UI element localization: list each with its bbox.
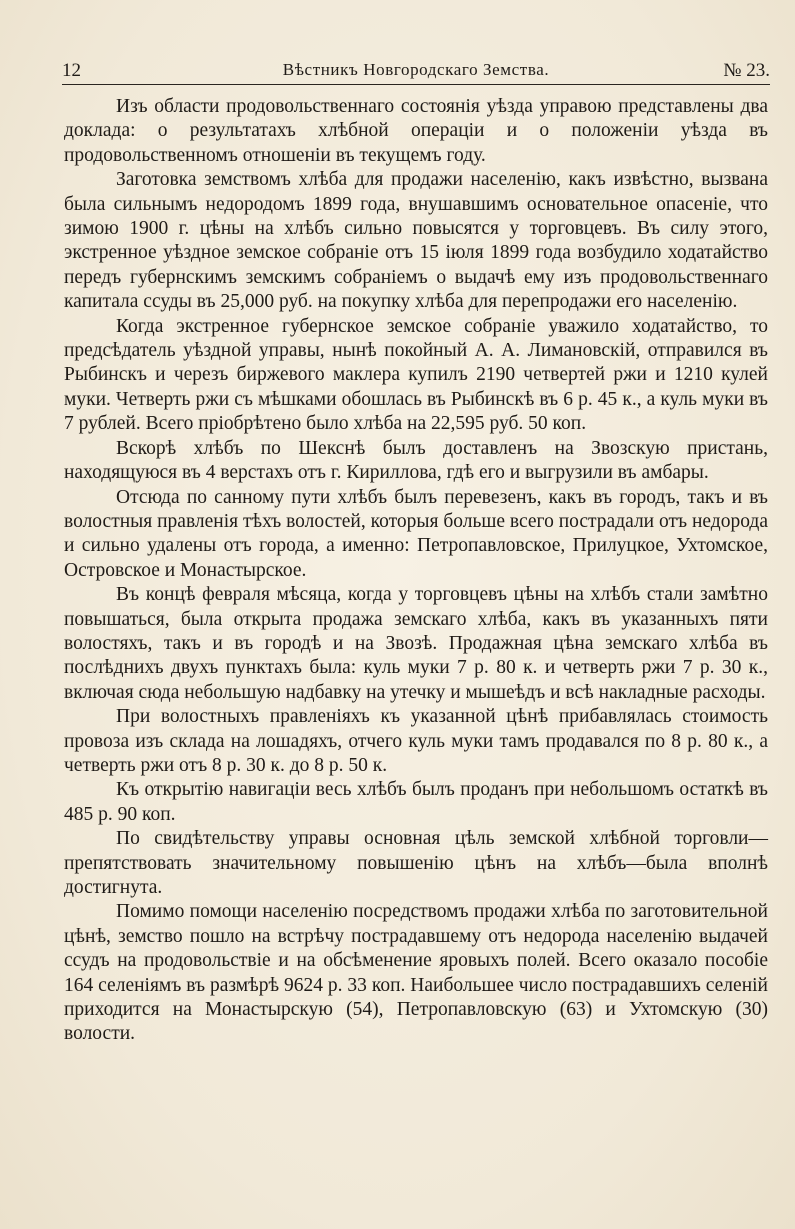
journal-title: Вѣстникъ Новгородскаго Земства. (282, 60, 550, 79)
paragraph: Отсюда по санному пути хлѣбъ былъ перевезенъ, какъ въ городъ, такъ и въ волостныя правленія тѣхъ волостей, которыя больше всего пострадали отъ недорода и сильно удалены отъ города, а именно: Петропавловское, Прилуцкое, Ухтомское, Островское и Монастырское. (64, 486, 768, 581)
paragraph: Къ открытію навигаціи весь хлѣбъ былъ проданъ при небольшомъ остаткѣ въ 485 р. 90 коп. (64, 779, 768, 825)
paragraph: Вскорѣ хлѣбъ по Шекснѣ былъ доставленъ на Звозскую пристань, находящуюся въ 4 верстахъ отъ г. Кириллова, гдѣ его и выгрузили въ амбары. (64, 437, 768, 484)
paragraph: Заготовка земствомъ хлѣба для продажи населенію, какъ извѣстно, вызвана была сильнымъ недородомъ 1899 года, внушавшимъ основательное опасеніе, что зимою 1900 г. цѣны на хлѣбъ сильно повысятся у торговцевъ. Въ силу этого, экстренное уѣздное земское собраніе отъ 15 іюля 1899 года возбудило ходатайство передъ губернскимъ земскимъ собраніемъ о выдачѣ ему изъ продовольственнаго капитала ссуды въ 25,000 руб. на покупку хлѣба для перепродажи его населенію. (64, 169, 768, 313)
paragraph: При волостныхъ правленіяхъ къ указанной цѣнѣ прибавлялась стоимость провоза изъ склада на лошадяхъ, отчего куль муки тамъ продавался по 8 р. 80 к., а четверть ржи отъ 8 р. 30 к. до 8 р. 50 к. (64, 706, 768, 776)
page-number: 12 (62, 60, 81, 81)
paragraph: Изъ области продовольственнаго состоянія уѣзда управою представлены два доклада: о результатахъ хлѣбной операціи и о положеніи уѣзда въ продовольственномъ отношеніи въ текущемъ году. (64, 96, 768, 166)
header-rule (62, 84, 770, 85)
paragraph: По свидѣтельству управы основная цѣль земской хлѣбной торговли— препятствовать значительному повышенію цѣнъ на хлѣбъ—была вполнѣ достигнута. (64, 828, 768, 898)
paragraph: Когда экстренное губернское земское собраніе уважило ходатайство, то предсѣдатель уѣздной управы, нынѣ покойный А. А. Лимановскій, отправился въ Рыбинскъ и черезъ биржевого маклера купилъ 2190 четвертей ржи и 1210 кулей муки. Четверть ржи съ мѣшками обошлась въ Рыбинскѣ въ 6 р. 45 к., а куль муки въ 7 рублей. Всего пріобрѣтено было хлѣба на 22,595 руб. 50 коп. (64, 315, 768, 435)
paragraph: Въ концѣ февраля мѣсяца, когда у торговцевъ цѣны на хлѣбъ стали замѣтно повышаться, была открыта продажа земскаго хлѣба, какъ въ указанныхъ пяти волостяхъ, такъ и въ городѣ и на Звозѣ. Продажная цѣна земскаго хлѣба въ послѣднихъ двухъ пунктахъ была: куль муки 7 р. 80 к. и четверть ржи 7 р. 30 к., включая сюда небольшую надбавку на утечку и мышеѣдъ и всѣ накладные расходы. (64, 584, 768, 703)
issue-number: № 23. (723, 60, 770, 81)
paragraph: Помимо помощи населенію посредствомъ продажи хлѣба по заготовительной цѣнѣ, земство пошло на встрѣчу пострадавшему отъ недорода населенію выдачей ссудъ на продовольствіе и на обсѣменение яровыхъ полей. Всего оказало пособіе 164 селеніямъ въ размѣрѣ 9624 р. 33 коп. Наибольшее число пострадавшихъ селеній приходится на Монастырскую (54), Петропавловскую (63) и Ухтомскую (30) волости. (64, 901, 768, 1045)
article-body (64, 95, 768, 1047)
running-header (62, 58, 770, 84)
